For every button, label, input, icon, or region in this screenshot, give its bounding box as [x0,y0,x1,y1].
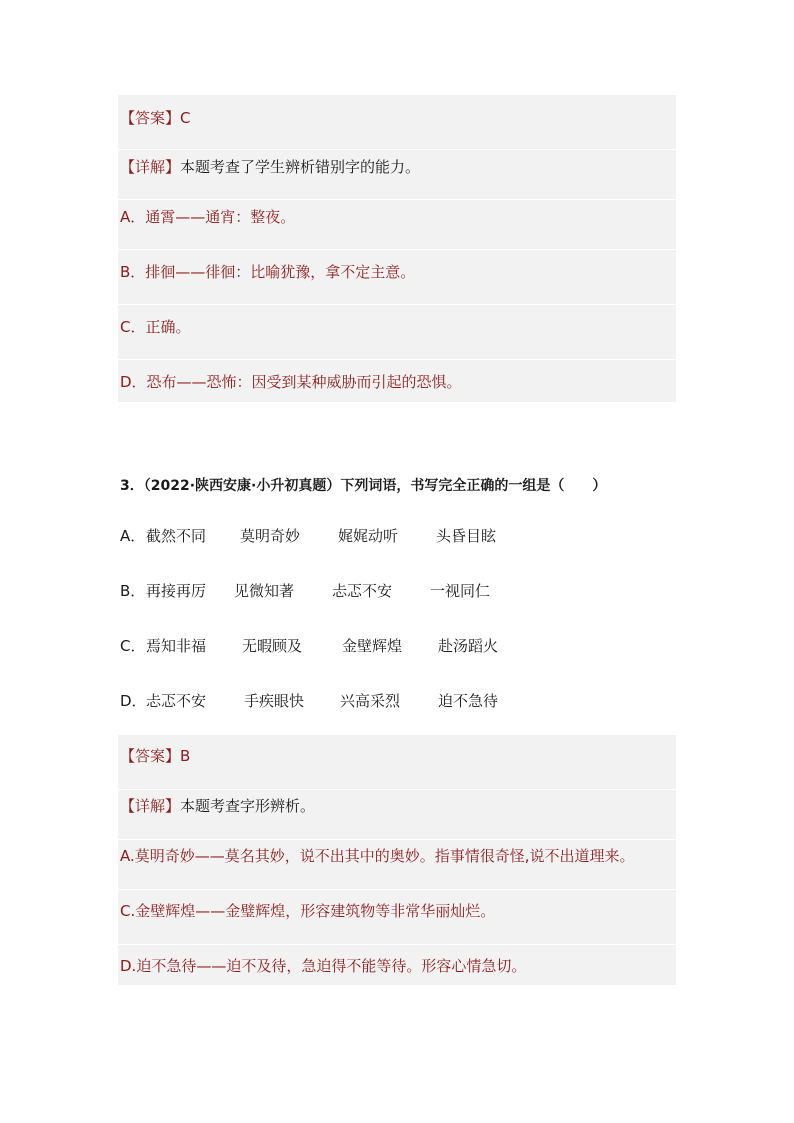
answer-value: B [180,747,191,765]
option-word: 一视同仁 [430,582,491,600]
detail-line-2 [120,796,315,816]
explanation-line: A．通霄——通宵：整夜。 [120,208,296,226]
option-word: 头昏目眩 [436,527,497,545]
answer-row [118,735,676,790]
detail-text: 本题考查了学生辨析错别字的能力。 [180,158,421,176]
answer-line-1 [120,108,191,128]
explanation-line: C．正确。 [120,318,191,336]
detail-tag: 【详解】 [120,158,181,176]
question-title: 3．（2022·陕西安康·小升初真题）下列词语，书写完全正确的一组是（ ） [120,478,607,494]
explanation-line: A.莫明奇妙——莫名其妙，说不出其中的奥妙。指事情很奇怪,说不出道理来。 [120,847,635,865]
option-letter: C． [120,637,146,655]
option-b [120,581,490,601]
option-word: 见微知著 [234,582,295,600]
answer-tag: 【答案】 [120,747,181,765]
option-letter: A． [120,527,146,545]
answer-value: C [180,109,191,127]
answer-line-2 [120,746,190,766]
option-word: 截然不同 [146,527,207,545]
explanation-line: D.迫不急待——迫不及待，急迫得不能等待。形容心情急切。 [120,957,527,975]
option-word: 娓娓动听 [338,527,399,545]
detail-text: 本题考查字形辨析。 [180,797,316,815]
option-c [120,636,498,656]
option-word: 焉知非福 [146,637,207,655]
option-a [120,526,496,546]
option-word: 手疾眼快 [244,692,305,710]
option-letter: B． [120,582,146,600]
explanation-line: B．排徊——徘徊：比喻犹豫，拿不定主意。 [120,263,416,281]
answer-row [118,95,676,150]
option-word: 再接再厉 [146,582,207,600]
option-word: 无暇顾及 [242,637,303,655]
option-word: 迫不急待 [438,692,499,710]
detail-tag: 【详解】 [120,797,181,815]
option-word: 兴高采烈 [340,692,401,710]
answer-tag: 【答案】 [120,109,181,127]
option-d [120,691,498,711]
option-word: 忐忑不安 [332,582,393,600]
answer-row [118,305,676,360]
option-word: 莫明奇妙 [240,527,301,545]
option-word: 忐忑不安 [146,692,207,710]
explanation-line: C.金壁辉煌——金璧辉煌，形容建筑物等非常华丽灿烂。 [120,902,496,920]
option-letter: D． [120,692,147,710]
option-word: 金壁辉煌 [342,637,403,655]
answer-block-1 [118,95,676,402]
detail-line-1 [120,157,420,177]
explanation-line: D．恐布——恐怖：因受到某种威胁而引起的恐惧。 [120,373,462,391]
option-word: 赴汤蹈火 [438,637,499,655]
